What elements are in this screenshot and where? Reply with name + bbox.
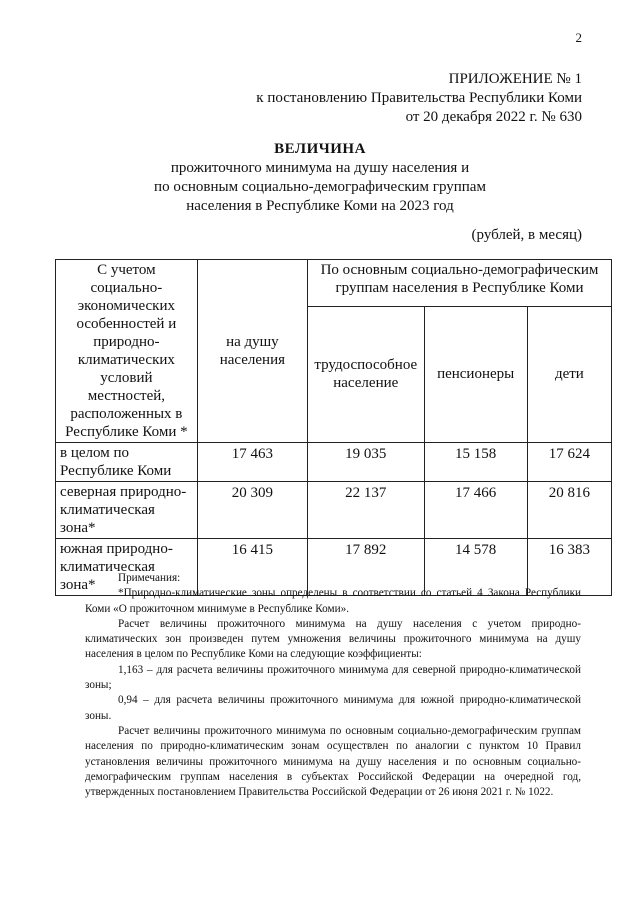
note-paragraph: Расчет величины прожиточного минимума на душу населения с учетом природно-климатических зон произведен путем умножения величины прожиточного минимума на душу населения в целом по Республике Коми на следующие коэффициенты:	[85, 617, 581, 661]
appendix-date: от 20 декабря 2022 г. № 630	[405, 109, 582, 125]
appendix-title: ПРИЛОЖЕНИЕ № 1	[448, 71, 582, 87]
header-groups: По основным социально-демографическим группам населения в Республике Коми	[308, 260, 612, 307]
note-paragraph: 0,94 – для расчета величины прожиточного минимума для южной природно-климатической зоны.	[85, 694, 581, 722]
table-header-row	[56, 260, 612, 307]
title-line-2: по основным социально-демографическим группам	[154, 179, 486, 195]
row-label: северная природно-климатическая зона*	[56, 482, 198, 539]
note-paragraph: *Природно-климатические зоны определены в соответствии со статьей 4 Закона Республики Коми «О прожиточном минимуме в Республике Коми».	[85, 587, 581, 615]
row-label: в целом по Республике Коми	[56, 443, 198, 482]
header-working: трудоспособное население	[308, 306, 425, 442]
row-label: южная природно-климатическая зона*	[56, 539, 198, 596]
notes-section	[85, 571, 581, 800]
cell-per-capita: 16 415	[197, 539, 307, 596]
note-paragraph: Расчет величины прожиточного минимума по основным социально-демографическим группам населения по природно-климатическим зонам осуществлен по аналогии с пунктом 10 Правил установления величины прожиточного минимума на душу населения и по основным социально-демографическим группам населения в субъектах Российской Федерации на очередной год, утвержденных постановлением Правительства Российской Федерации от 26 июня 2021 г. № 1022.	[85, 724, 581, 799]
header-children: дети	[527, 306, 611, 442]
header-pensioners: пенсионеры	[424, 306, 527, 442]
title-line-3: населения в Республике Коми на 2023 год	[186, 198, 454, 214]
header-per-capita: на душу населения	[197, 260, 307, 443]
subsistence-minimum-table	[55, 259, 612, 596]
cell-pensioners: 17 466	[424, 482, 527, 539]
note-paragraph: 1,163 – для расчета величины прожиточного минимума для северной природно-климатической зоны;	[85, 663, 581, 692]
cell-working: 22 137	[308, 482, 425, 539]
cell-pensioners: 14 578	[424, 539, 527, 596]
cell-per-capita: 20 309	[197, 482, 307, 539]
table-row	[56, 482, 612, 539]
cell-per-capita: 17 463	[197, 443, 307, 482]
cell-working: 19 035	[308, 443, 425, 482]
cell-children: 16 383	[527, 539, 611, 596]
document-title	[0, 140, 640, 216]
table-row	[56, 443, 612, 482]
page-number: 2	[575, 30, 582, 45]
notes-heading: Примечания:	[118, 572, 181, 584]
units-label: (рублей, в месяц)	[471, 227, 582, 243]
title-line-1: прожиточного минимума на душу населения и	[170, 160, 470, 176]
title-main: ВЕЛИЧИНА	[274, 141, 366, 157]
cell-working: 17 892	[308, 539, 425, 596]
appendix-header	[256, 70, 582, 127]
cell-children: 17 624	[527, 443, 611, 482]
cell-pensioners: 15 158	[424, 443, 527, 482]
appendix-resolution: к постановлению Правительства Республики Коми	[256, 90, 582, 106]
header-label-column: С учетом социально-экономических особенностей и природно-климатических условий местностей, расположенных в Республике Коми *	[56, 260, 198, 443]
cell-children: 20 816	[527, 482, 611, 539]
